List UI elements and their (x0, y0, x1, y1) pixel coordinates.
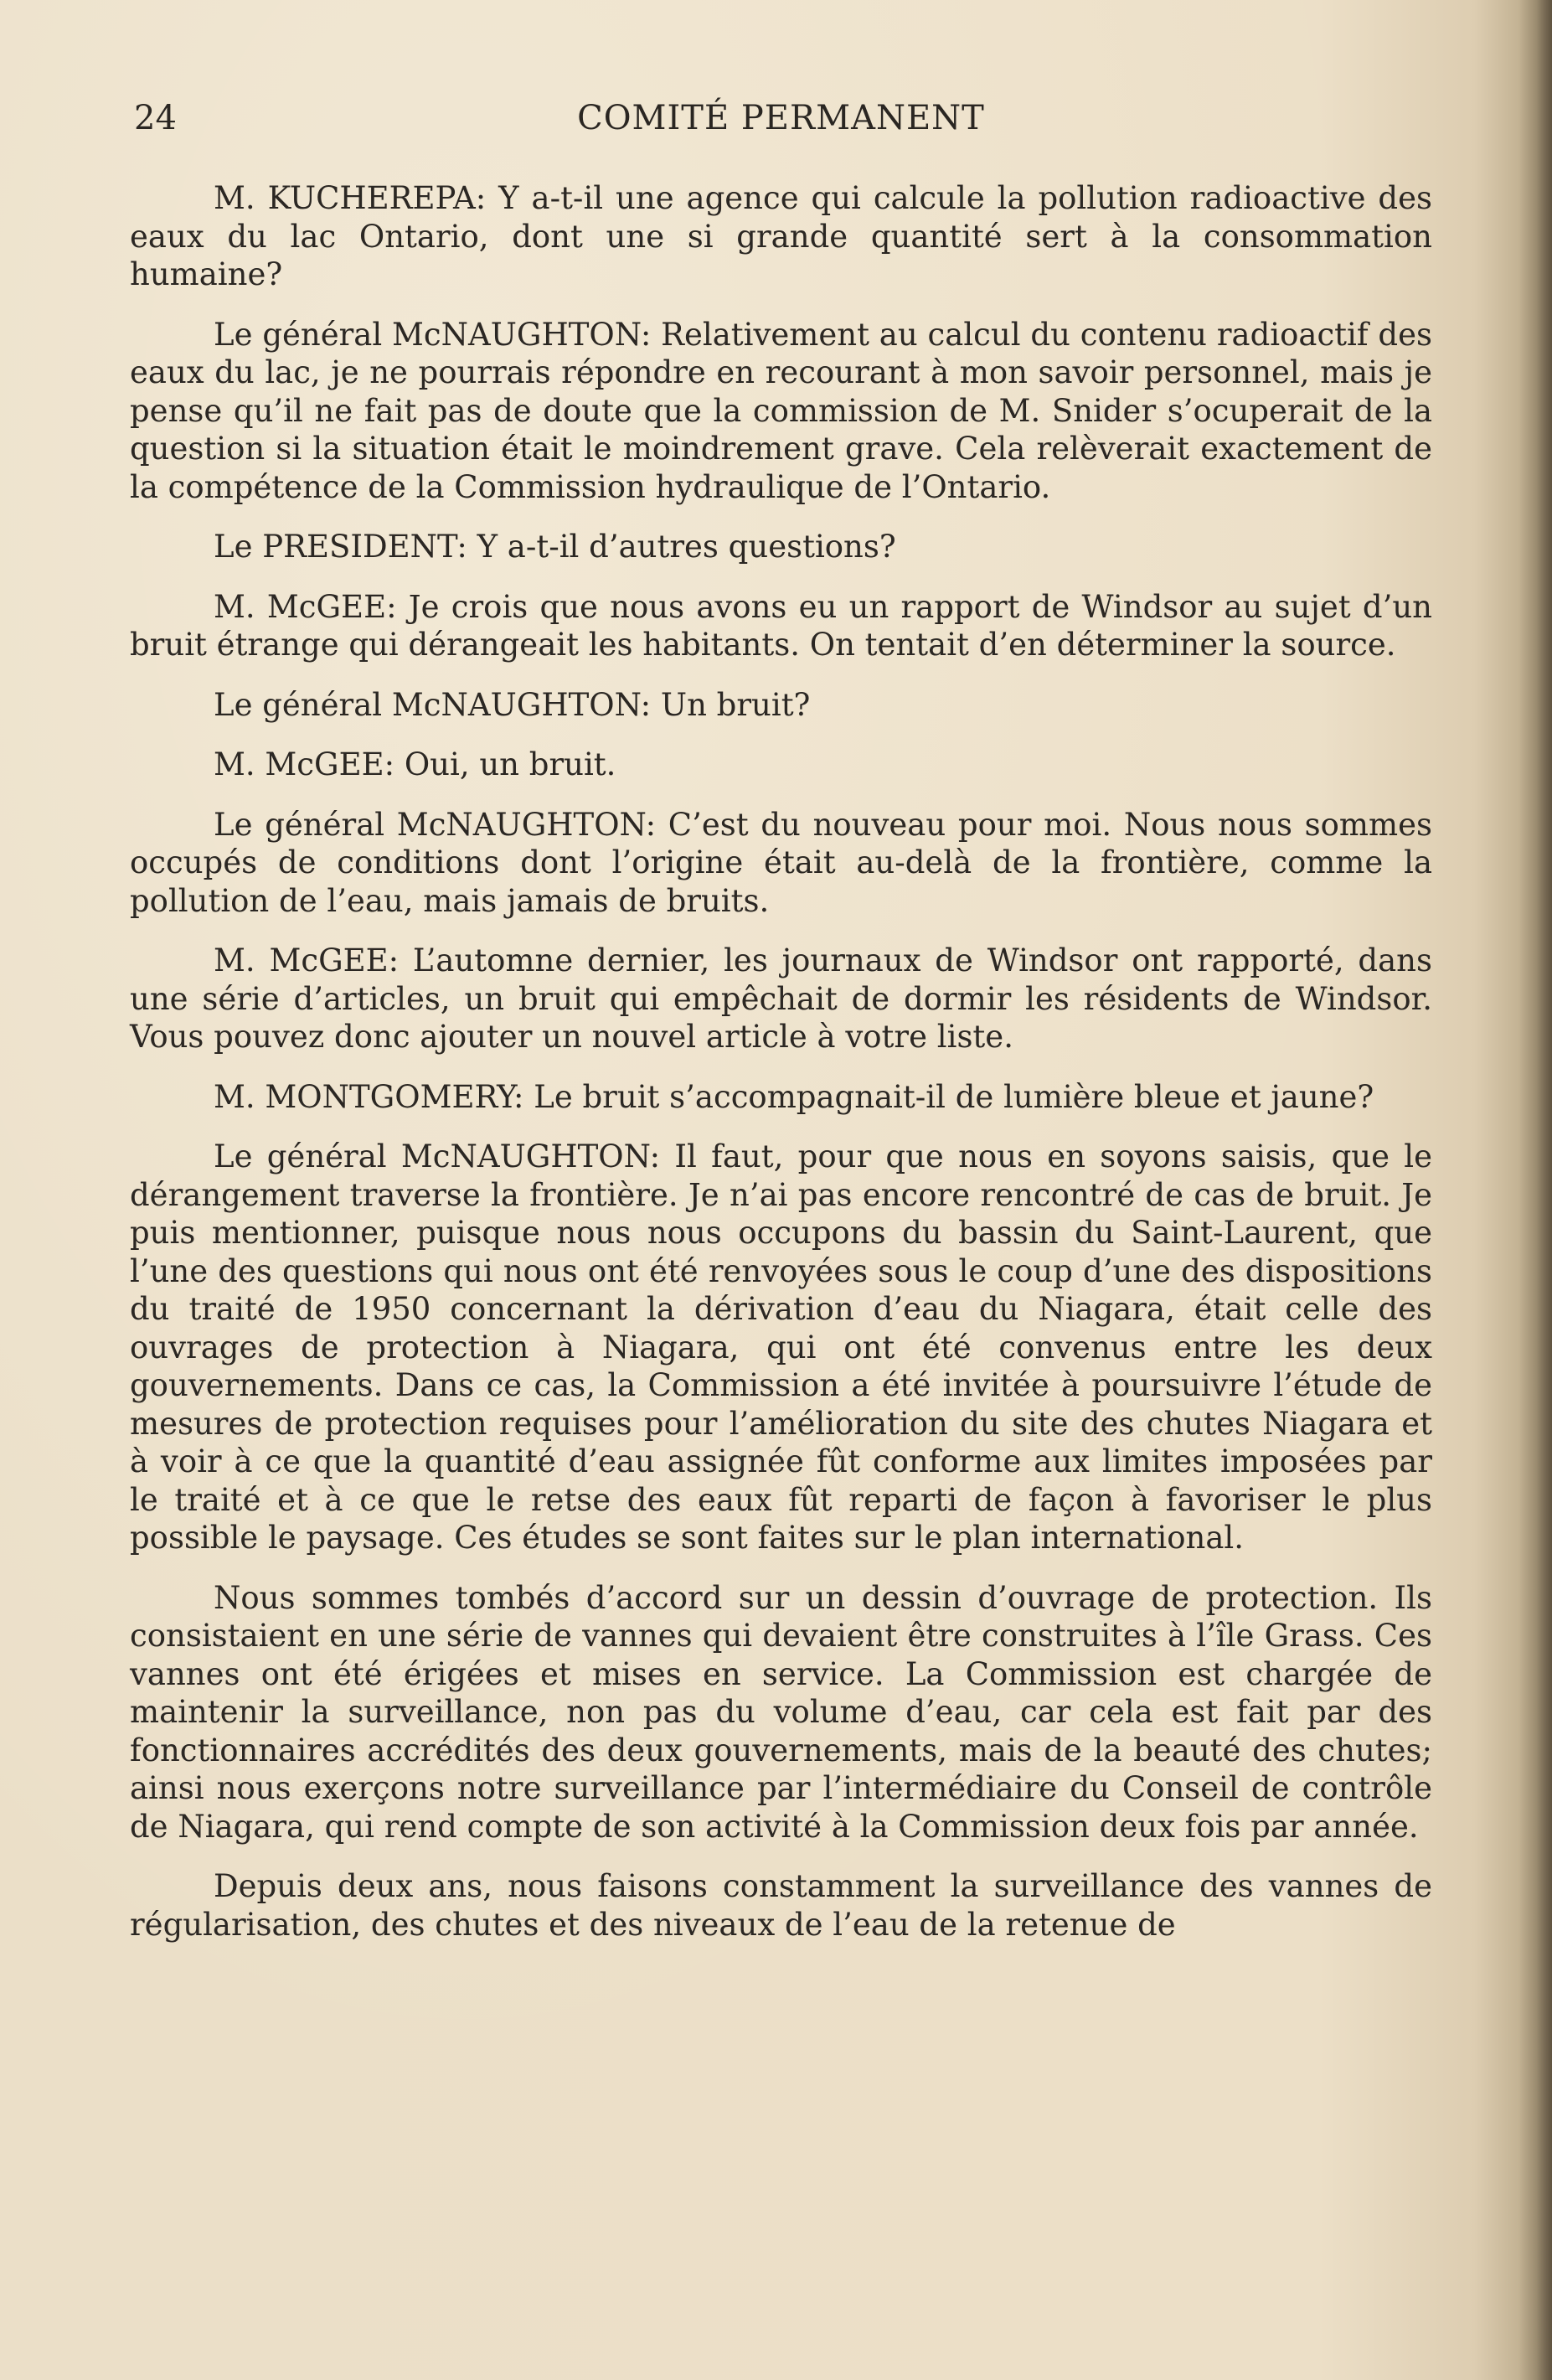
paragraph: Le général McNAUGHTON: Un bruit? (214, 686, 811, 723)
paragraph: M. McGEE: L’automne dernier, les journaux de Windsor ont rapporté, dans une série d’articles, un bruit qui empêchait de dormir les résidents de Windsor. Vous pouvez donc ajouter un nouvel article à votre liste. (130, 942, 1432, 1055)
page-number: 24 (134, 99, 177, 137)
paragraph: Le général McNAUGHTON: Il faut, pour que nous en soyons saisis, que le dérangement traverse la frontière. Je n’ai pas encore rencontré de cas de bruit. Je puis mentionner, puisque nous nous occupons du bassin du Saint-Laurent, que l’une des questions qui nous ont été renvoyées sous le coup d’une des dispositions du traité de 1950 concernant la dérivation d’eau du Niagara, était celle des ouvrages de protection à Niagara, qui ont été convenus entre les deux gouvernements. Dans ce cas, la Commission a été invitée à poursuivre l’étude de mesures de protection requises pour l’amélioration du site des chutes Niagara et à voir à ce que la quantité d’eau assignée fût conforme aux limites imposées par le traité et à ce que le retse des eaux fût reparti de façon à favoriser le plus possible le paysage. Ces études se sont faites sur le plan international. (130, 1138, 1432, 1556)
paragraph: Depuis deux ans, nous faisons constamment la surveillance des vannes de régularisation, des chutes et des niveaux de l’eau de la retenue de (130, 1868, 1432, 1943)
paragraph: Le général McNAUGHTON: C’est du nouveau pour moi. Nous nous sommes occupés de conditions dont l’origine était au-delà de la frontière, comme la pollution de l’eau, mais jamais de bruits. (130, 806, 1432, 919)
paragraph: M. McGEE: Je crois que nous avons eu un rapport de Windsor au sujet d’un bruit étrange qui dérangeait les habitants. On tentait d’en déterminer la source. (130, 588, 1432, 663)
page-edge-shadow (1518, 0, 1552, 2380)
page-body (130, 179, 1432, 1965)
paragraph: Le général McNAUGHTON: Relativement au calcul du contenu radioactif des eaux du lac, je ne pourrais répondre en recourant à mon savoir personnel, mais je pense qu’il ne fait pas de doute que la commission de M. Snider s’ocuperait de la question si la situation était le moindrement grave. Cela relèverait exactement de la compétence de la Commission hydraulique de l’Ontario. (130, 316, 1432, 505)
paragraph: Nous sommes tombés d’accord sur un dessin d’ouvrage de protection. Ils consistaient en une série de vannes qui devaient être construites à l’île Grass. Ces vannes ont été érigées et mises en service. La Commission est chargée de maintenir la surveillance, non pas du volume d’eau, car cela est fait par des fonctionnaires accrédités des deux gouvernements, mais de la beauté des chutes; ainsi nous exerçons notre surveillance par l’intermédiaire du Conseil de contrôle de Niagara, qui rend compte de son activité à la Commission deux fois par année. (130, 1579, 1432, 1845)
paragraph: M. McGEE: Oui, un bruit. (214, 746, 616, 782)
page-header (134, 99, 1428, 149)
paragraph: M. KUCHEREPA: Y a-t-il une agence qui calcule la pollution radioactive des eaux du lac Ontario, dont une si grande quantité sert à la consommation humaine? (130, 180, 1432, 292)
paragraph: Le PRESIDENT: Y a-t-il d’autres questions? (214, 529, 896, 565)
running-head: COMITÉ PERMANENT (577, 99, 985, 137)
paragraph: M. MONTGOMERY: Le bruit s’accompagnait-il de lumière bleue et jaune? (214, 1078, 1374, 1115)
